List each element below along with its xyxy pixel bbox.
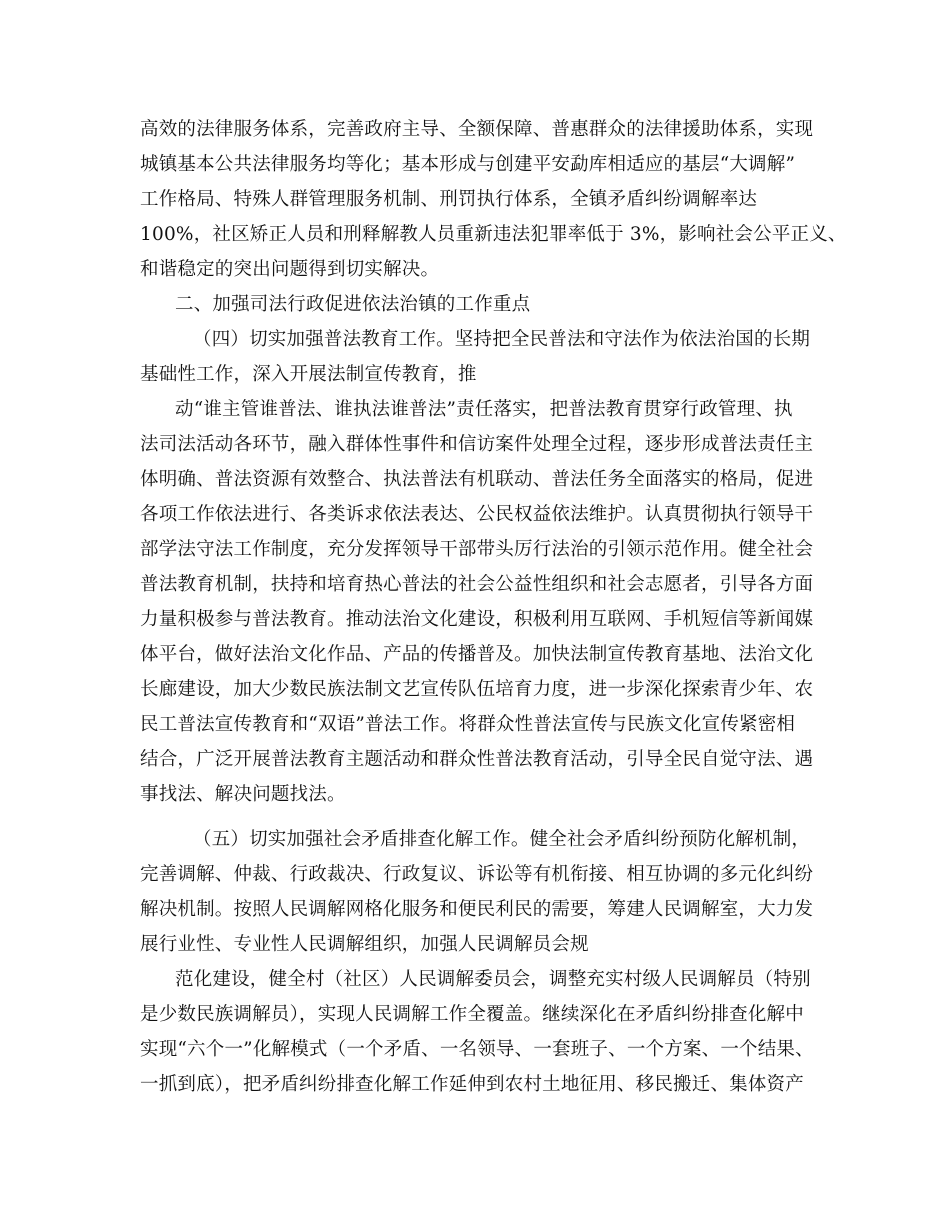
paragraph-line: 各项工作依法进行、各类诉求依法表达、公民权益依法维护。认真贯彻执行领导干	[140, 504, 814, 525]
paragraph-line: 体平台，做好法治文化作品、产品的传播普及。加快法制宣传教育基地、法治文化	[140, 644, 814, 665]
paragraph-line: 实现“六个一”化解模式（一个矛盾、一名领导、一套班子、一个方案、一个结果、	[140, 1039, 814, 1060]
paragraph-line: 100%，社区矫正人员和刑释解教人员重新违法犯罪率低于 3%，影响社会公平正义、	[140, 224, 847, 245]
paragraph-line: 法司法活动各环节，融入群体性事件和信访案件处理全过程，逐步形成普法责任主	[140, 434, 814, 455]
paragraph-line: 体明确、普法资源有效整合、执法普法有机联动、普法任务全面落实的格局，促进	[140, 469, 814, 490]
paragraph-line: 力量积极参与普法教育。推动法治文化建设，积极利用互联网、手机短信等新闻媒	[140, 609, 814, 630]
subsection-heading: （四）切实加强普法教育工作。坚持把全民普法和守法作为依法治国的长期	[193, 329, 811, 350]
paragraph-line: 动“谁主管谁普法、谁执法谁普法”责任落实，把普法教育贯穿行政管理、执	[175, 399, 793, 420]
paragraph-line: 普法教育机制，扶持和培育热心普法的社会公益性组织和社会志愿者，引导各方面	[140, 574, 814, 595]
paragraph-line: 工作格局、特殊人群管理服务机制、刑罚执行体系，全镇矛盾纠纷调解率达	[140, 189, 758, 210]
paragraph-line: 是少数民族调解员），实现人民调解工作全覆盖。继续深化在矛盾纠纷排查化解中	[140, 1004, 804, 1025]
paragraph-line: 部学法守法工作制度，充分发挥领导干部带头厉行法治的引领示范作用。健全社会	[140, 539, 814, 560]
paragraph-line: 结合，广泛开展普法教育主题活动和群众性普法教育活动，引导全民自觉守法、遇	[140, 749, 814, 770]
subsection-heading: （五）切实加强社会矛盾排查化解工作。健全社会矛盾纠纷预防化解机制，	[193, 829, 811, 850]
paragraph-line: 长廊建设，加大少数民族法制文艺宣传队伍培育力度，进一步深化探索青少年、农	[140, 679, 814, 700]
paragraph-line: 完善调解、仲裁、行政裁决、行政复议、诉讼等有机衔接、相互协调的多元化纠纷	[140, 864, 814, 885]
paragraph-line: 事找法、解决问题找法。	[140, 784, 346, 805]
paragraph-line: 基础性工作，深入开展法制宣传教育，推	[140, 364, 477, 385]
paragraph-line: 高效的法律服务体系，完善政府主导、全额保障、普惠群众的法律援助体系，实现	[140, 119, 814, 140]
paragraph-line: 和谐稳定的突出问题得到切实解决。	[140, 259, 440, 280]
paragraph-line: 展行业性、专业性人民调解组织，加强人民调解员会规	[140, 934, 589, 955]
paragraph-line: 解决机制。按照人民调解网格化服务和便民利民的需要，筹建人民调解室，大力发	[140, 899, 814, 920]
paragraph-line: 民工普法宣传教育和“双语”普法工作。将群众性普法宣传与民族文化宣传紧密相	[140, 714, 796, 735]
paragraph-line: 城镇基本公共法律服务均等化；基本形成与创建平安勐库相适应的基层“大调解”	[140, 154, 796, 175]
paragraph-line: 一抓到底），把矛盾纠纷排查化解工作延伸到农村土地征用、移民搬迁、集体资产	[140, 1074, 804, 1095]
paragraph-line: 范化建设，健全村（社区）人民调解委员会，调整充实村级人民调解员（特别	[175, 969, 811, 990]
section-heading: 二、加强司法行政促进依法治镇的工作重点	[175, 294, 531, 315]
